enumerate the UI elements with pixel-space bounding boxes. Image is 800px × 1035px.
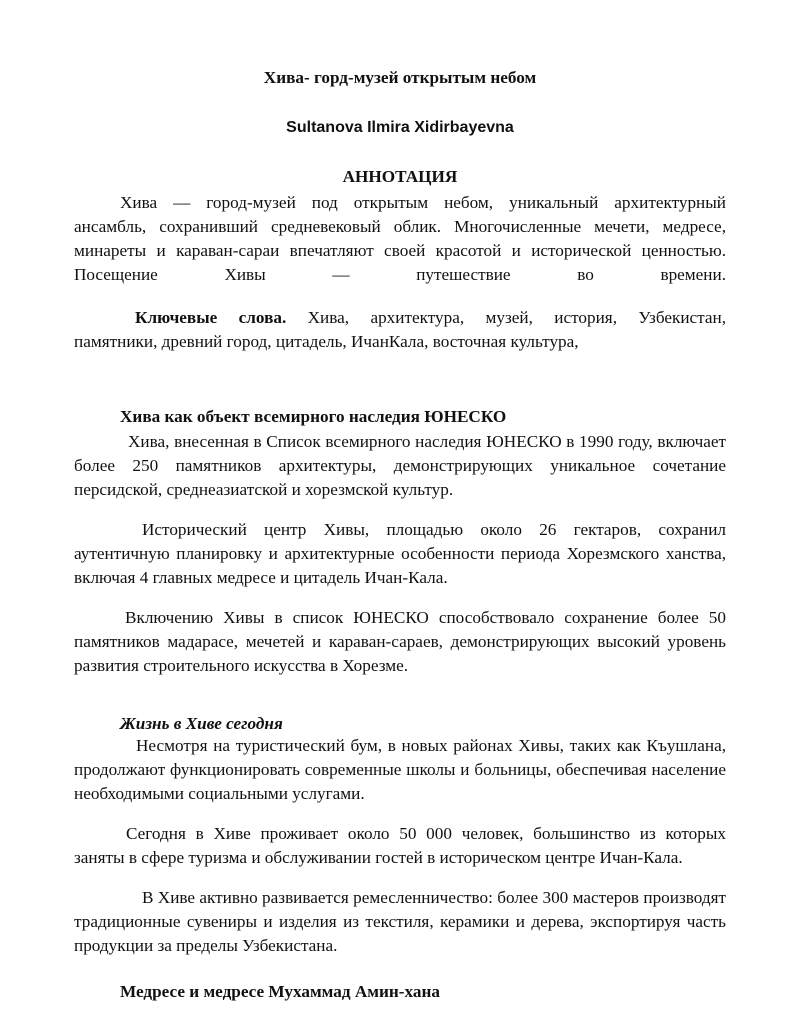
section-heading-unesco: Хива как объект всемирного наследия ЮНЕСКО — [120, 407, 507, 426]
keywords-list: Хива, архитектура, музей, история, Узбекистан, — [286, 308, 726, 327]
annotation-line: Хива — город-музей под открытым небом, уникальный архитектурный — [120, 193, 726, 212]
body-paragraph: Сегодня в Хиве проживает около 50 000 человек, большинство из которых заняты в сфере туризма и обслуживании гостей в историческом центре Ичан-Кала. — [74, 824, 726, 867]
author-name: Sultanova Ilmira Xidirbayevna — [286, 119, 514, 136]
section-heading-life: Жизнь в Хиве сегодня — [120, 714, 283, 733]
keywords-list-continued: памятники, древний город, цитадель, ИчанКала, восточная культура, — [74, 332, 579, 351]
annotation-line: ансамбль, сохранивший средневековый облик. Многочисленные мечети, медресе, — [74, 217, 726, 236]
body-paragraph: Несмотря на туристический бум, в новых районах Хивы, таких как Къушлана, продолжают функционировать современные школы и больницы, обеспечивая население необходимыми социальными услугами. — [74, 736, 726, 803]
body-paragraph: Включению Хивы в список ЮНЕСКО способствовало сохранение более 50 памятников мадарасе, мечетей и караван-сараев, демонстрирующих высокий уровень развития строительного искусства в Хорезме. — [74, 608, 726, 675]
keywords-label: Ключевые слова. — [135, 308, 287, 327]
annotation-line: Посещение Хивы — путешествие во времени. — [74, 265, 726, 284]
body-paragraph: Исторический центр Хивы, площадью около 26 гектаров, сохранил аутентичную планировку и архитектурные особенности периода Хорезмского ханства, включая 4 главных медресе и цитадель Ичан-Кала. — [74, 520, 726, 587]
annotation-heading: АННОТАЦИЯ — [342, 167, 458, 186]
body-paragraph: В Хиве активно развивается ремесленничество: более 300 мастеров производят традиционные сувениры и изделия из текстиля, керамики и дерева, экспортируя часть продукции за пределы Узбекистана. — [74, 888, 726, 955]
document-title: Хива- горд-музей открытым небом — [263, 68, 537, 87]
annotation-paragraph — [74, 191, 726, 287]
annotation-line: минареты и караван-сараи впечатляют своей красотой и исторической ценностью. — [74, 241, 726, 260]
section-heading-madrasah: Медресе и медресе Мухаммад Амин-хана — [120, 982, 440, 1001]
body-paragraph: Хива, внесенная в Список всемирного наследия ЮНЕСКО в 1990 году, включает более 250 памятников архитектуры, демонстрирующих уникальное сочетание персидской, среднеазиатской и хорезмской культур. — [74, 432, 726, 499]
keywords-paragraph — [74, 306, 726, 354]
